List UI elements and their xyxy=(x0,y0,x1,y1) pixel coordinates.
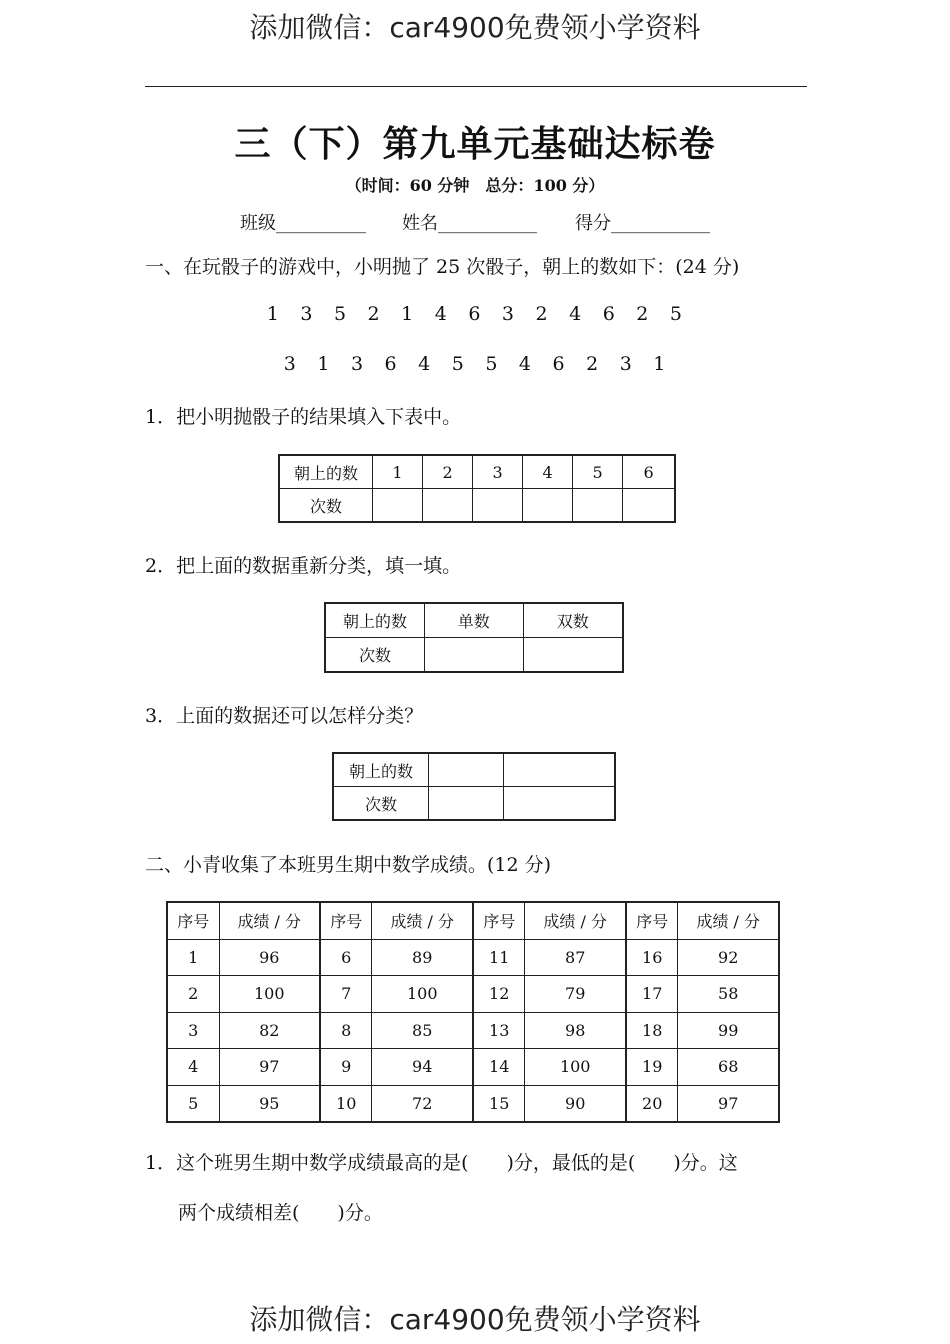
section2-heading: 二、小青收集了本班男生期中数学成绩。(12 分) xyxy=(145,854,552,876)
table-row-label: 朝上的数 xyxy=(279,455,373,489)
odd-even-table: 朝上的数 单数 双数 次数 xyxy=(324,602,624,673)
table-row: 2 100 7 100 12 79 17 58 xyxy=(167,976,779,1013)
answer-cell[interactable] xyxy=(429,787,504,821)
answer-cell[interactable] xyxy=(523,489,573,523)
answer-cell[interactable] xyxy=(473,489,523,523)
answer-cell[interactable] xyxy=(423,489,473,523)
dice-row-1: 1 3 5 2 1 4 6 3 2 4 6 2 5 xyxy=(266,303,682,325)
question-1-2: 2．把上面的数据重新分类，填一填。 xyxy=(145,555,462,577)
answer-cell[interactable] xyxy=(573,489,623,523)
answer-cell[interactable] xyxy=(429,753,504,787)
dice-count-table: 朝上的数 1 2 3 4 5 6 次数 xyxy=(278,454,676,523)
table-row: 3 82 8 85 13 98 18 99 xyxy=(167,1012,779,1049)
table-header-row: 序号 成绩 / 分 序号 成绩 / 分 序号 成绩 / 分 序号 成绩 / 分 xyxy=(167,902,779,939)
answer-cell[interactable] xyxy=(623,489,675,523)
answer-cell[interactable] xyxy=(373,489,423,523)
watermark-bottom: 添加微信：car4900免费领小学资料 xyxy=(249,1303,701,1336)
watermark-top: 添加微信：car4900免费领小学资料 xyxy=(249,11,701,44)
table-row-label: 次数 xyxy=(325,638,425,673)
page-title: 三（下）第九单元基础达标卷 xyxy=(234,124,716,165)
answer-cell[interactable] xyxy=(503,753,615,787)
table-row-label: 朝上的数 xyxy=(325,603,425,638)
table-row: 5 95 10 72 15 90 20 97 xyxy=(167,1085,779,1122)
class-field[interactable]: 班级__________ xyxy=(240,213,366,234)
dice-row-2: 3 1 3 6 4 5 5 4 6 2 3 1 xyxy=(283,353,666,375)
name-field[interactable]: 姓名___________ xyxy=(402,213,537,234)
answer-cell[interactable] xyxy=(425,638,524,673)
table-row-label: 次数 xyxy=(333,787,429,821)
table-row-label: 朝上的数 xyxy=(333,753,429,787)
question-1-1: 1．把小明抛骰子的结果填入下表中。 xyxy=(145,406,462,428)
question-1-3: 3．上面的数据还可以怎样分类？ xyxy=(145,705,424,727)
table-row-label: 次数 xyxy=(279,489,373,523)
custom-category-table xyxy=(332,752,616,821)
page-subtitle: （时间：60 分钟 总分：100 分） xyxy=(345,176,605,195)
header-divider xyxy=(145,86,807,87)
score-field[interactable]: 得分___________ xyxy=(575,213,710,234)
table-row: 4 97 9 94 14 100 19 68 xyxy=(167,1049,779,1086)
section1-heading: 一、在玩骰子的游戏中，小明抛了 25 次骰子，朝上的数如下：(24 分) xyxy=(145,256,740,278)
question-2-1-line1: 1．这个班男生期中数学成绩最高的是( )分，最低的是( )分。这 xyxy=(145,1152,738,1174)
table-row: 1 96 6 89 11 87 16 92 xyxy=(167,939,779,976)
answer-cell[interactable] xyxy=(523,638,623,673)
answer-cell[interactable] xyxy=(503,787,615,821)
scores-table xyxy=(166,901,780,1123)
question-2-1-line2: 两个成绩相差( )分。 xyxy=(178,1202,383,1224)
